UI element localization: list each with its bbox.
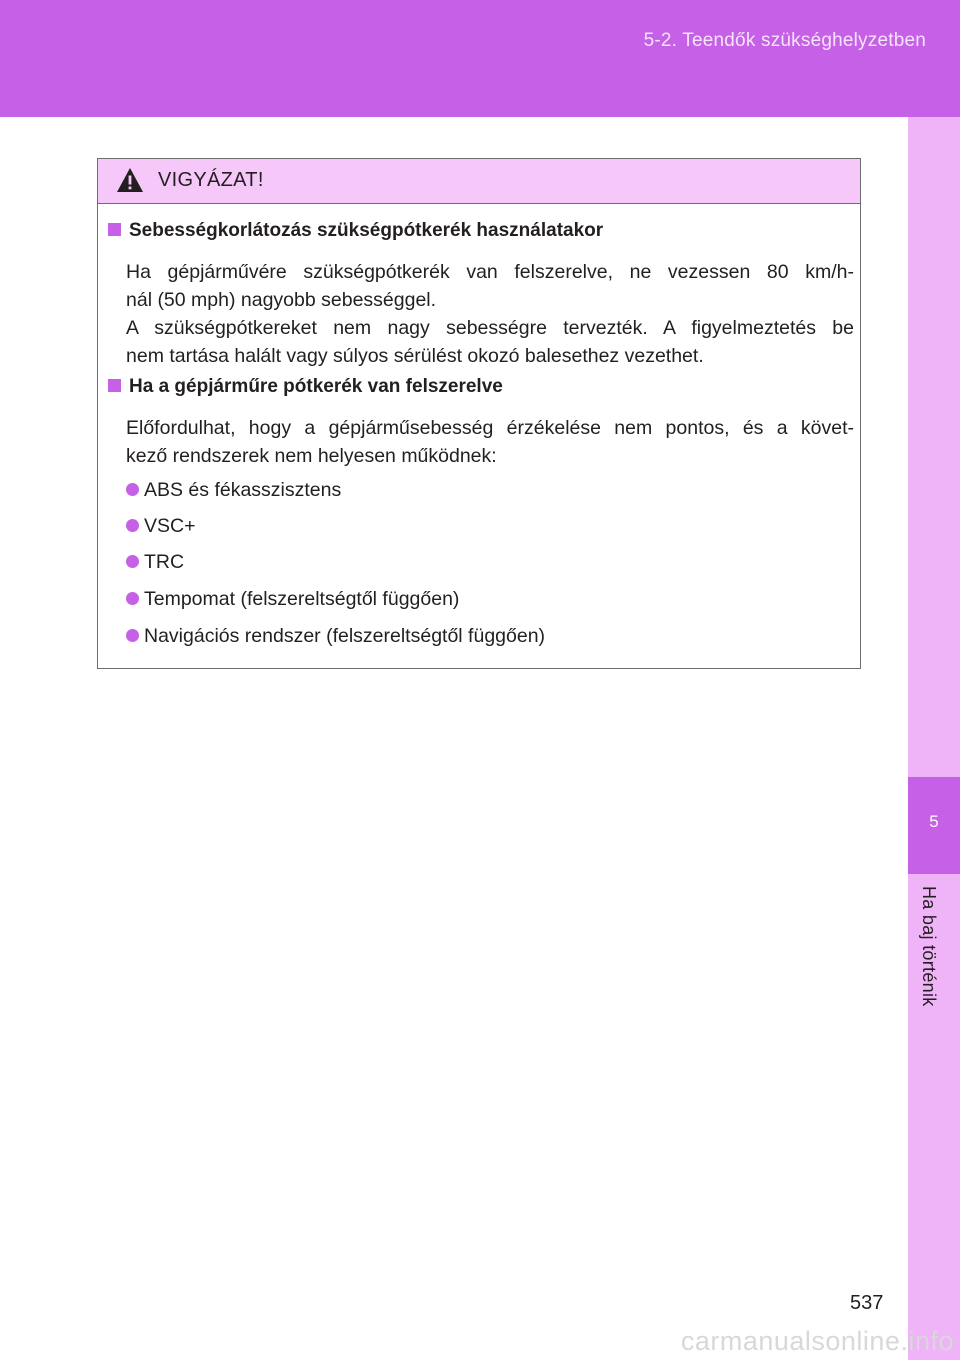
paragraph-line: A szükségpótkereket nem nagy sebességre tervezték. A figyelmeztetés be [126,317,854,339]
chapter-number: 5 [929,812,939,831]
paragraph [126,258,854,370]
warning-triangle-icon [116,167,144,193]
section-heading: Ha a gépjárműre pótkerék van felszerelve [108,376,503,398]
warning-body [98,203,860,668]
watermark: carmanualsonline.info [680,1326,954,1356]
circle-bullet-icon [126,629,139,642]
list-item: VSC+ [126,515,195,538]
square-bullet-icon [108,223,121,236]
paragraph-line: kező rendszerek nem helyesen működnek: [126,445,497,467]
page-header [0,0,960,117]
warning-box [97,158,861,669]
circle-bullet-icon [126,555,139,568]
section-heading: Sebességkorlátozás szükségpótkerék használatakor [108,220,603,242]
list-item: TRC [126,551,184,574]
paragraph-line: Ha gépjárművére szükségpótkerék van felszerelve, ne vezessen 80 km/h- [126,261,854,283]
list-item: Navigációs rendszer (felszereltségtől függően) [126,625,545,648]
page-number: 537 [850,1292,884,1314]
chapter-side-tab [908,117,960,1360]
circle-bullet-icon [126,519,139,532]
warning-header [98,159,860,204]
list-item: Tempomat (felszereltségtől függően) [126,588,459,611]
warning-title: VIGYÁZAT! [158,169,264,191]
paragraph-line: nál (50 mph) nagyobb sebességgel. [126,289,437,311]
chapter-label: Ha baj történik [919,886,939,1007]
paragraph [126,414,854,470]
list-item: ABS és fékasszisztens [126,479,341,502]
paragraph-line: Előfordulhat, hogy a gépjárműsebesség érzékelése nem pontos, és a követ- [126,417,854,439]
paragraph-line: nem tartása halált vagy súlyos sérülést okozó balesethez vezethet. [126,345,704,367]
square-bullet-icon [108,379,121,392]
circle-bullet-icon [126,592,139,605]
section-title: 5-2. Teendők szükséghelyzetben [643,30,926,51]
circle-bullet-icon [126,483,139,496]
